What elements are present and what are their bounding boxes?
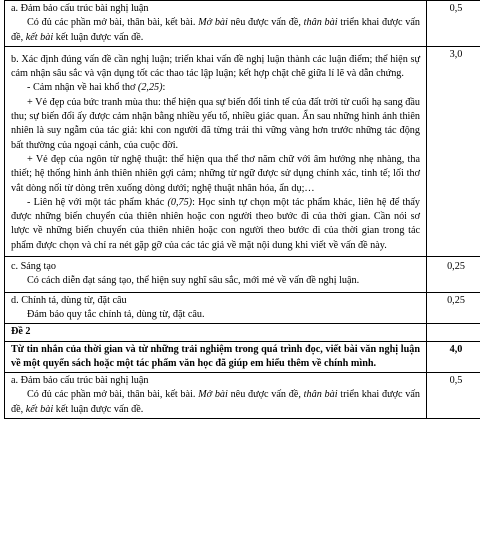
criterion-cell: [5, 46, 427, 256]
sub-criterion: - Cảm nhận về hai khổ thơ (2,25):: [27, 82, 166, 94]
bullet-point: + Vẻ đẹp của ngôn từ nghệ thuật: thể hiện qua thể thơ năm chữ với âm hưởng nhẹ nhàng, tha thiết; hệ thống hình ảnh thiên nhiên gợi cảm; những từ ngữ được sử dụng chính xác, tinh tế; lối thơ vắt dòng nối từ dòng trên xuống dòng dưới; nghệ thuật nhân hóa, ẩn dụ;…: [11, 153, 420, 194]
section-heading: Đề 2: [5, 324, 427, 341]
table-row: [5, 324, 480, 341]
bullet-point: + Vẻ đẹp của bức tranh mùa thu: thể hiện qua sự biến đổi tinh tế của đất trời từ cuối hạ sang đầu thu; sự biến đổi ấy được cảm nhận bằng nhiều yếu tố, nhiều giác quan. Ẩn sau những hình ảnh thiên nhiên là suy ngẫm của tác giả: khi con người đã từng trải thì vững vàng hơn trước những tác động bất thường của ngoại cảnh, của cuộc đời.: [11, 96, 420, 151]
score-cell: 0,5: [427, 373, 480, 419]
table-row: [5, 1, 480, 47]
criterion-cell: [5, 292, 427, 324]
criterion-detail: Có cách diễn đạt sáng tạo, thể hiện suy nghĩ sâu sắc, mới mẻ về vấn đề nghị luận.: [27, 275, 360, 287]
score-cell: 0,25: [427, 257, 480, 293]
criterion-title: d. Chính tả, dùng từ, đặt câu: [11, 294, 127, 306]
score-cell: 4,0: [427, 341, 480, 373]
table-row: [5, 292, 480, 324]
criterion-title: a. Đảm bảo cấu trúc bài nghị luận: [11, 375, 149, 387]
score-cell: 3,0: [427, 46, 480, 256]
score-cell: 0,5: [427, 1, 480, 47]
criterion-cell: [5, 257, 427, 293]
rubric-table: [4, 0, 480, 419]
criterion-cell: [5, 373, 427, 419]
criterion-detail: Có đủ các phần mở bài, thân bài, kết bài. Mở bài nêu được vấn đề, thân bài triển khai được vấn đề, kết bài kết luận được vấn đề.: [11, 389, 420, 415]
table-row: [5, 257, 480, 293]
criterion-cell: [5, 1, 427, 47]
table-row: [5, 46, 480, 256]
table-row: [5, 373, 480, 419]
score-cell: [427, 324, 480, 341]
essay-prompt: Từ tin nhắn của thời gian và từ những trải nghiệm trong quá trình đọc, viết bài văn nghị luận về một quyển sách hoặc một tác phẩm văn học đã giúp em hiểu thêm về chính mình.: [5, 341, 427, 373]
criterion-title: b. Xác định đúng vấn đề cần nghị luận; triển khai vấn đề nghị luận thành các luận điểm; thể hiện sự cảm nhận sâu sắc và vận dụng tốt các thao tác lập luận; kết hợp chặt chẽ giữa lí lẽ và dẫn chứng.: [11, 53, 420, 80]
score-cell: 0,25: [427, 292, 480, 324]
criterion-detail: Đảm bảo quy tắc chính tả, dùng từ, đặt câu.: [27, 308, 205, 320]
criterion-detail: Có đủ các phần mở bài, thân bài, kết bài. Mở bài nêu được vấn đề, thân bài triển khai được vấn đề, kết bài kết luận được vấn đề.: [11, 17, 420, 43]
criterion-title: a. Đảm bảo cấu trúc bài nghị luận: [11, 3, 149, 14]
criterion-title: c. Sáng tạo: [11, 261, 56, 273]
table-row: [5, 341, 480, 373]
sub-criterion: - Liên hệ với một tác phẩm khác (0,75): Học sinh tự chọn một tác phẩm khác, liên hệ để thấy được những biến chuyển của thiên nhiên hoặc con người theo bước đi của thời gian. Cần nói sơ lược về những biến chuyển của thiên nhiên hoặc con người theo bước đi của thời gian trong tác phẩm được chọn và chỉ ra nét gặp gỡ của các tác giả về mặt nội dung khi viết về vấn đề này.: [11, 196, 421, 251]
